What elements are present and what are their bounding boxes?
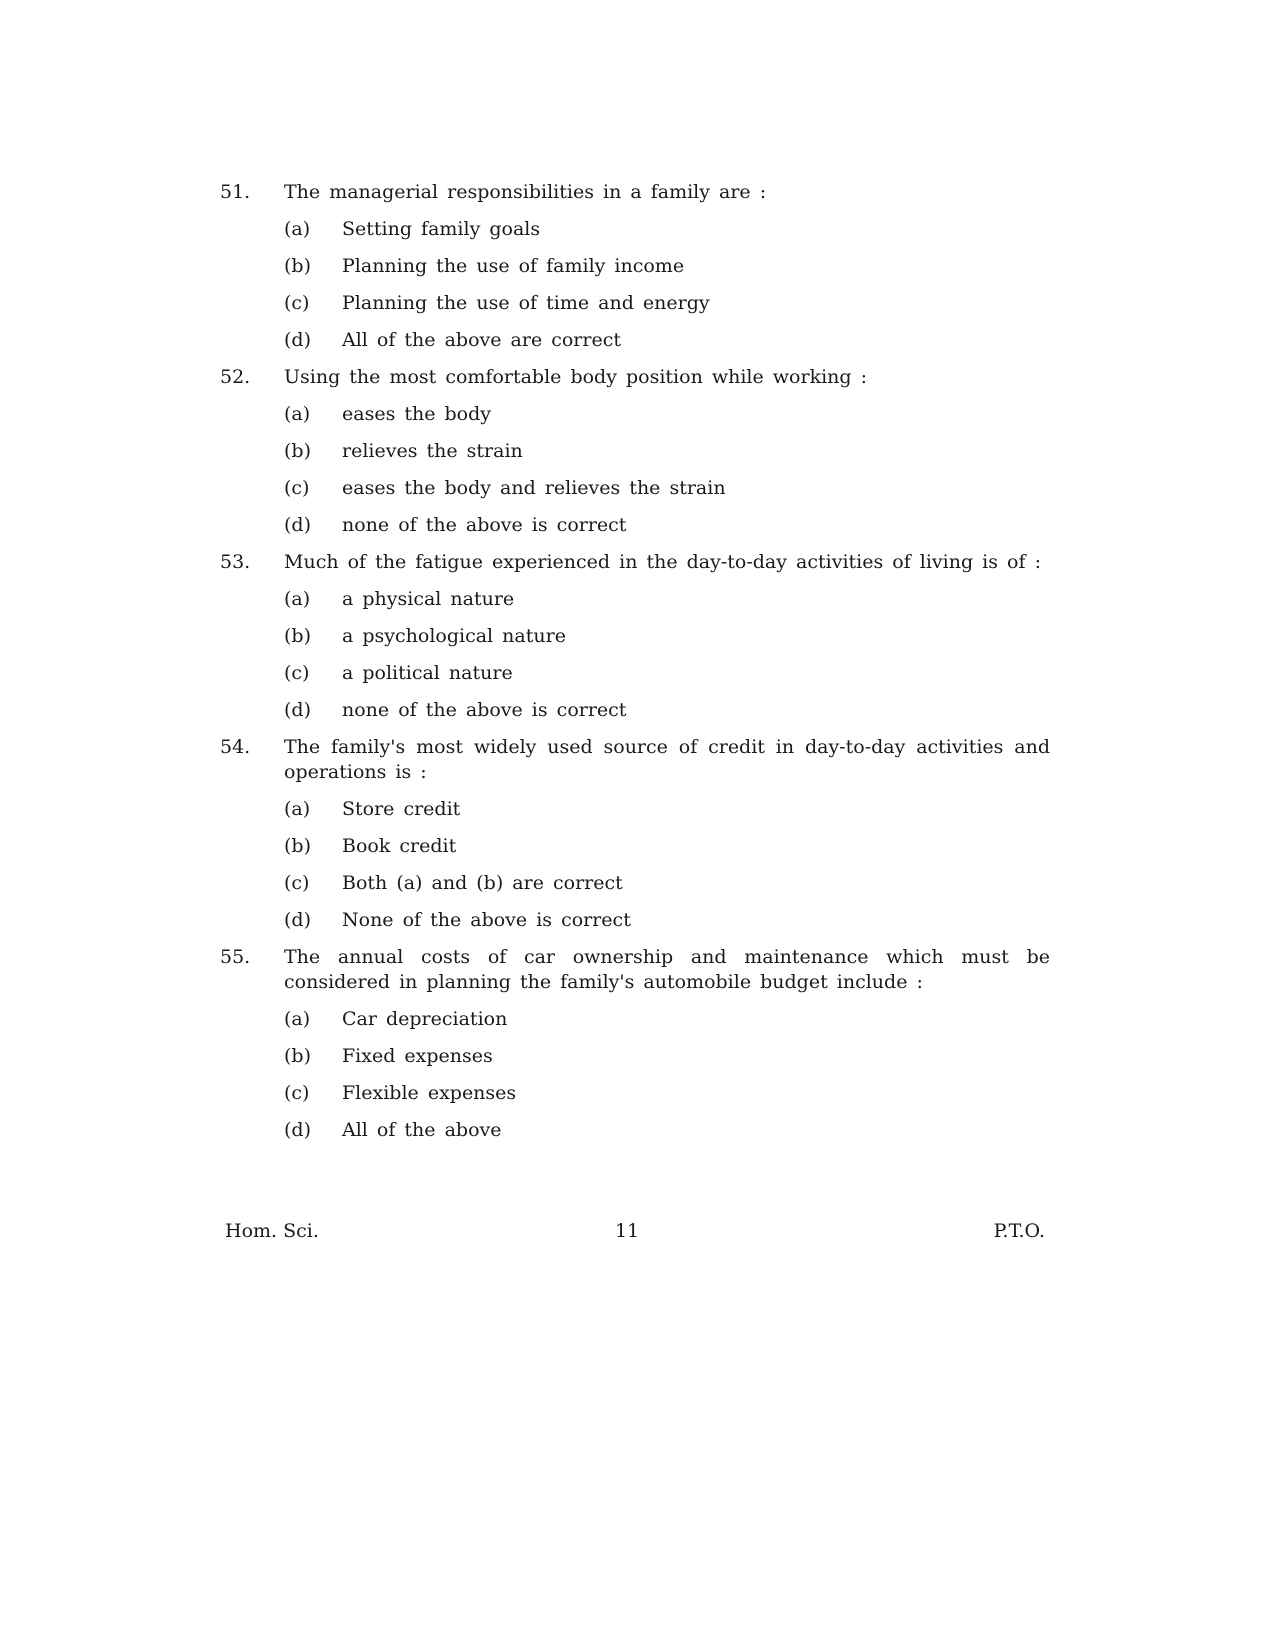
question-51 bbox=[220, 180, 1050, 353]
question-53 bbox=[220, 550, 1050, 723]
question-list bbox=[220, 180, 1050, 1155]
question-text: Much of the fatigue experienced in the day-to-day activities of living is of : bbox=[284, 551, 1041, 573]
option-list bbox=[284, 402, 1050, 538]
option-list bbox=[284, 217, 1050, 353]
option-d bbox=[284, 328, 1050, 353]
question-header bbox=[220, 550, 1050, 575]
option-text: a physical nature bbox=[342, 588, 515, 610]
option-text: relieves the strain bbox=[342, 440, 523, 462]
option-a bbox=[284, 217, 1050, 242]
question-55 bbox=[220, 945, 1050, 1143]
option-text: Both (a) and (b) are correct bbox=[342, 872, 623, 894]
option-text: All of the above bbox=[342, 1119, 502, 1141]
option-text: none of the above is correct bbox=[342, 514, 627, 536]
option-label: (b) bbox=[284, 440, 311, 462]
option-label: (b) bbox=[284, 255, 311, 277]
option-b bbox=[284, 439, 1050, 464]
option-label: (b) bbox=[284, 835, 311, 857]
option-label: (d) bbox=[284, 1119, 311, 1141]
option-b bbox=[284, 834, 1050, 859]
option-label: (d) bbox=[284, 329, 311, 351]
option-text: a political nature bbox=[342, 662, 513, 684]
question-number: 52. bbox=[220, 366, 251, 388]
option-c bbox=[284, 871, 1050, 896]
option-text: None of the above is correct bbox=[342, 909, 631, 931]
option-label: (d) bbox=[284, 699, 311, 721]
option-a bbox=[284, 797, 1050, 822]
option-text: eases the body bbox=[342, 403, 492, 425]
footer-subject: Hom. Sci. bbox=[225, 1220, 319, 1242]
option-label: (d) bbox=[284, 909, 311, 931]
option-b bbox=[284, 624, 1050, 649]
question-number: 51. bbox=[220, 181, 251, 203]
option-label: (a) bbox=[284, 588, 311, 610]
option-d bbox=[284, 908, 1050, 933]
option-b bbox=[284, 1044, 1050, 1069]
option-label: (c) bbox=[284, 1082, 310, 1104]
option-label: (b) bbox=[284, 625, 311, 647]
option-label: (c) bbox=[284, 292, 310, 314]
option-text: Flexible expenses bbox=[342, 1082, 517, 1104]
option-d bbox=[284, 698, 1050, 723]
option-text: Planning the use of family income bbox=[342, 255, 685, 277]
option-c bbox=[284, 476, 1050, 501]
question-number: 55. bbox=[220, 946, 251, 968]
footer-page-number: 11 bbox=[615, 1220, 640, 1242]
question-header bbox=[220, 735, 1050, 785]
question-54 bbox=[220, 735, 1050, 933]
option-list bbox=[284, 797, 1050, 933]
option-b bbox=[284, 254, 1050, 279]
question-text: The family's most widely used source of credit in day-to-day activities and operations is : bbox=[284, 736, 1050, 783]
option-c bbox=[284, 1081, 1050, 1106]
option-c bbox=[284, 291, 1050, 316]
option-text: Store credit bbox=[342, 798, 461, 820]
question-text: The managerial responsibilities in a family are : bbox=[284, 181, 767, 203]
option-a bbox=[284, 587, 1050, 612]
question-header bbox=[220, 945, 1050, 995]
question-number: 54. bbox=[220, 736, 251, 758]
option-d bbox=[284, 513, 1050, 538]
option-text: a psychological nature bbox=[342, 625, 566, 647]
option-text: eases the body and relieves the strain bbox=[342, 477, 726, 499]
footer-pto: P.T.O. bbox=[993, 1220, 1045, 1242]
option-text: All of the above are correct bbox=[342, 329, 621, 351]
question-text: The annual costs of car ownership and maintenance which must be considered in planning the family's automobile budget include : bbox=[284, 946, 1050, 993]
option-label: (a) bbox=[284, 403, 311, 425]
option-d bbox=[284, 1118, 1050, 1143]
option-label: (a) bbox=[284, 218, 311, 240]
option-a bbox=[284, 1007, 1050, 1032]
option-label: (d) bbox=[284, 514, 311, 536]
option-a bbox=[284, 402, 1050, 427]
question-52 bbox=[220, 365, 1050, 538]
option-text: Setting family goals bbox=[342, 218, 541, 240]
option-label: (a) bbox=[284, 798, 311, 820]
page-footer bbox=[225, 1220, 1045, 1250]
option-text: Planning the use of time and energy bbox=[342, 292, 710, 314]
option-text: Book credit bbox=[342, 835, 457, 857]
option-text: Fixed expenses bbox=[342, 1045, 493, 1067]
question-number: 53. bbox=[220, 551, 251, 573]
question-header bbox=[220, 180, 1050, 205]
option-label: (c) bbox=[284, 872, 310, 894]
option-list bbox=[284, 1007, 1050, 1143]
option-text: none of the above is correct bbox=[342, 699, 627, 721]
question-header bbox=[220, 365, 1050, 390]
option-list bbox=[284, 587, 1050, 723]
option-c bbox=[284, 661, 1050, 686]
option-label: (c) bbox=[284, 477, 310, 499]
option-label: (a) bbox=[284, 1008, 311, 1030]
option-label: (c) bbox=[284, 662, 310, 684]
option-label: (b) bbox=[284, 1045, 311, 1067]
option-text: Car depreciation bbox=[342, 1008, 508, 1030]
question-text: Using the most comfortable body position while working : bbox=[284, 366, 867, 388]
